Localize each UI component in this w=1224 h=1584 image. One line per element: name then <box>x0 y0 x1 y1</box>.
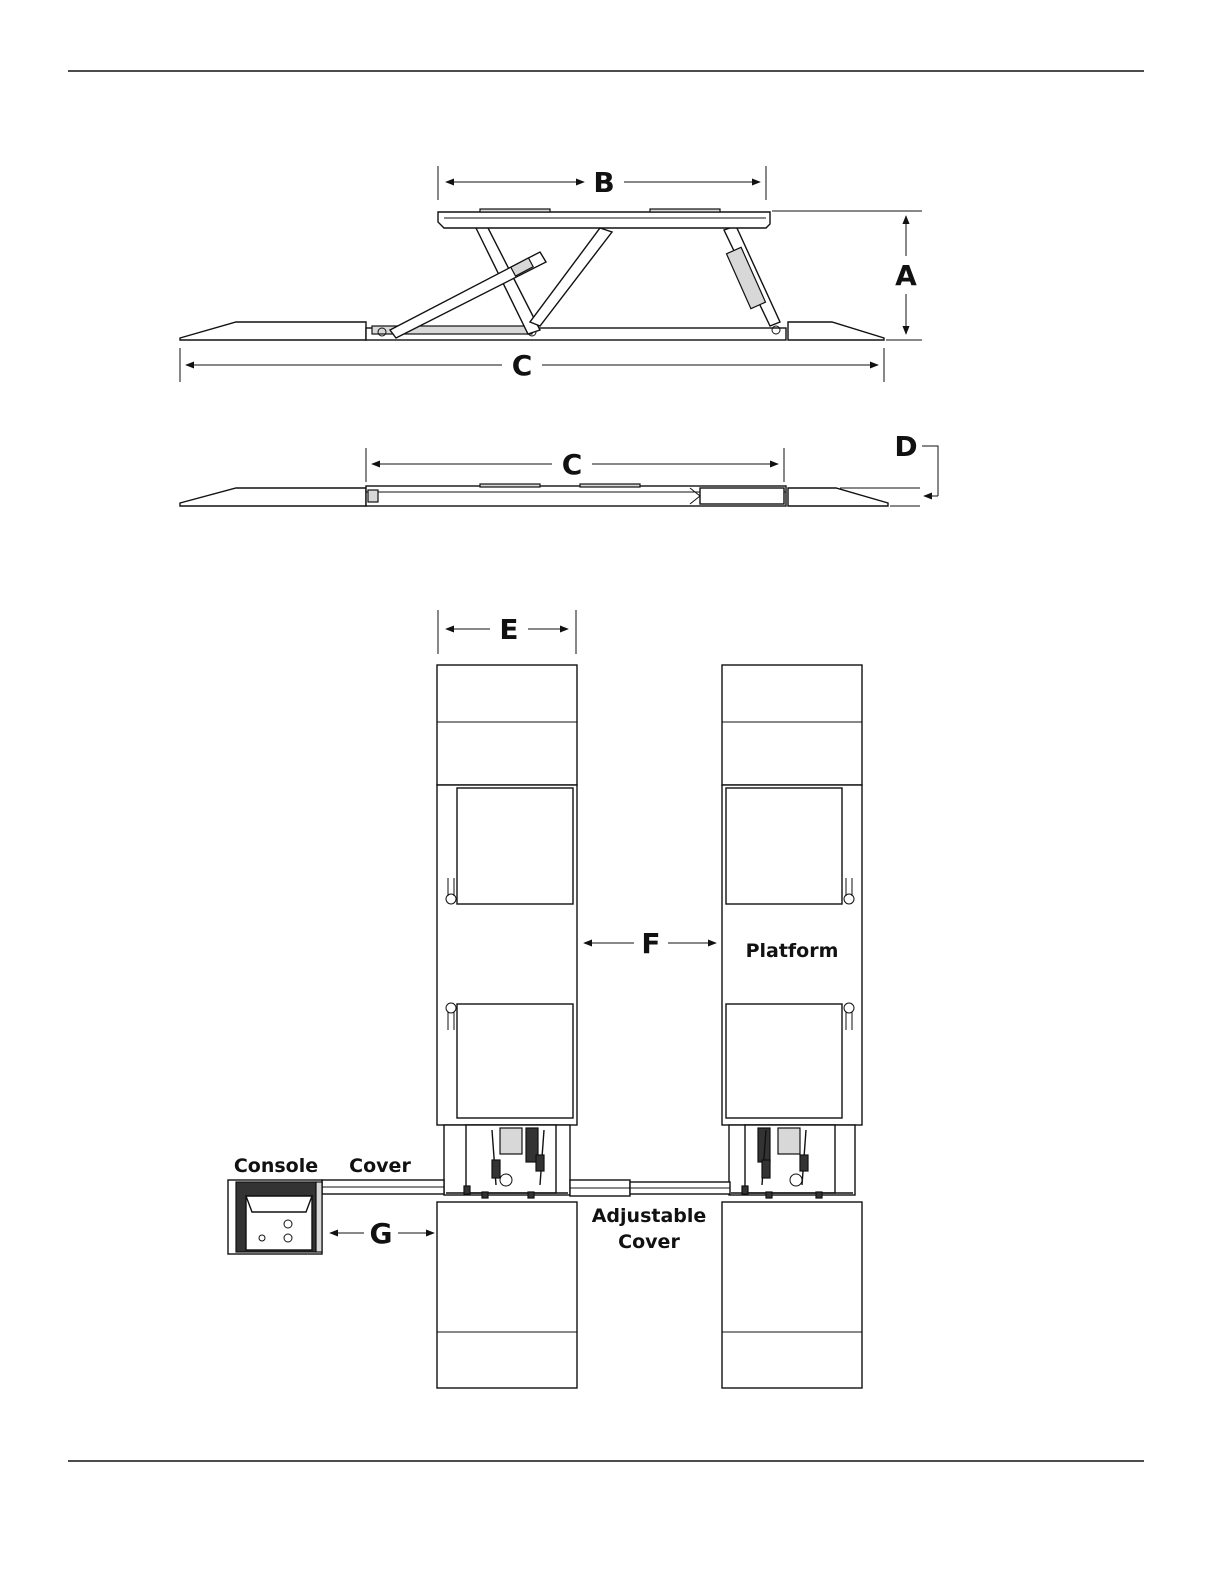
raised-deck <box>438 212 770 228</box>
right-platform <box>722 665 862 1388</box>
cover-label: Cover <box>349 1155 411 1177</box>
dimension-g-label: G <box>369 1217 393 1250</box>
lowered-side-view <box>180 430 938 506</box>
dimension-e-label: E <box>499 613 519 646</box>
platform-label: Platform <box>745 940 839 962</box>
left-platform <box>437 665 577 1388</box>
dimension-a-label: A <box>895 259 917 292</box>
console-cover <box>322 1155 444 1194</box>
console <box>228 1155 322 1254</box>
dimension-c-platform-label: C <box>561 448 583 481</box>
adjustable-cover-label-line2: Cover <box>618 1231 680 1253</box>
lowered-right-ramp <box>788 488 888 506</box>
dimension-b-label: B <box>593 166 615 199</box>
console-label: Console <box>233 1155 319 1177</box>
raised-side-view <box>180 166 922 382</box>
dimension-d-label: D <box>894 430 918 463</box>
top-view <box>228 610 862 1388</box>
dimension-f-label: F <box>641 927 661 960</box>
right-ramp <box>788 322 884 340</box>
adjustable-cover <box>570 1180 730 1253</box>
dimension-c-overall-label: C <box>511 349 533 382</box>
lowered-left-ramp <box>180 488 366 506</box>
left-ramp <box>180 322 366 340</box>
adjustable-cover-label-line1: Adjustable <box>591 1205 707 1227</box>
